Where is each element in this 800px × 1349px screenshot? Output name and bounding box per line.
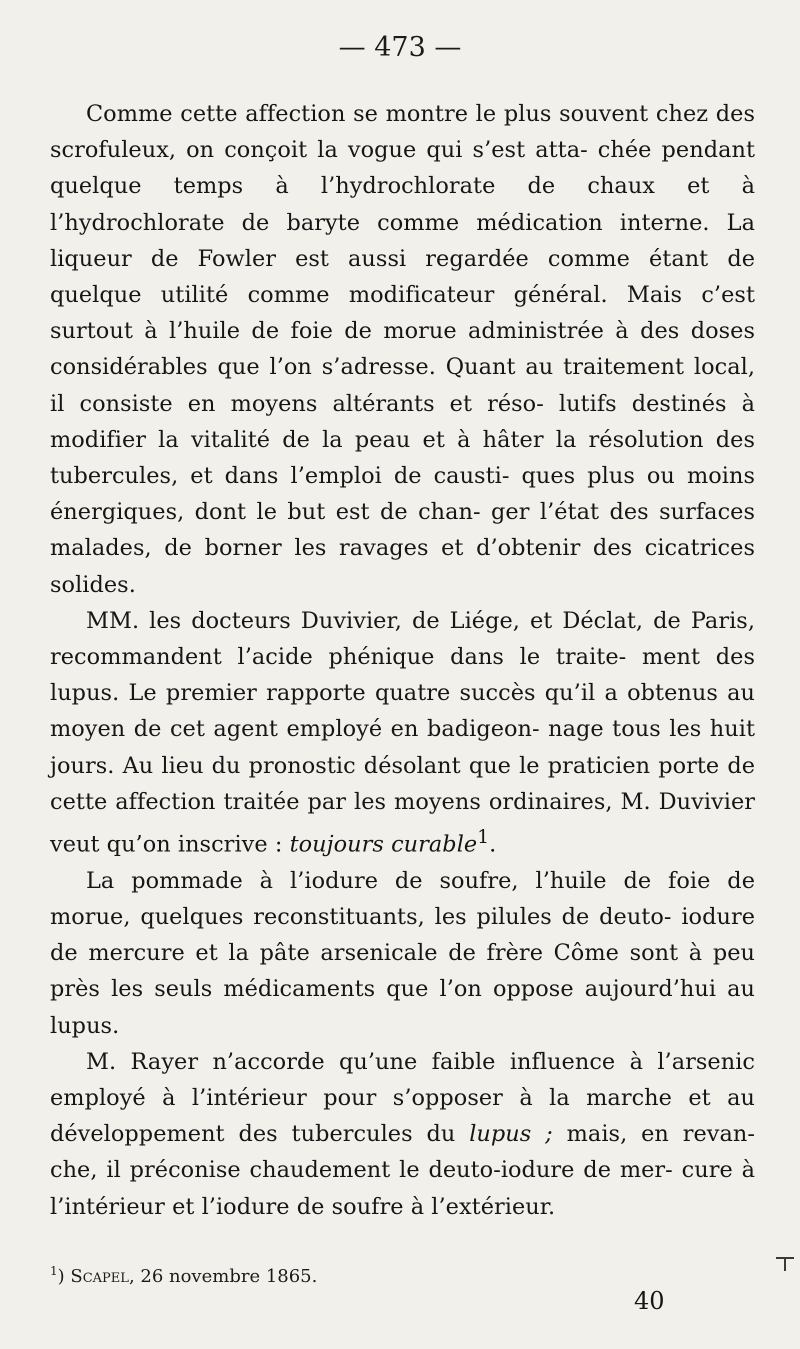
text-line: La pommade à l’iodure de soufre, l’huile de foie de: [86, 867, 755, 894]
text-line: ques plus ou moins énergiques, dont le but est de chan-: [50, 463, 755, 526]
signature-mark: 40: [634, 1287, 665, 1315]
text-line: ger l’état des surfaces malades, de borner les ravages et: [50, 499, 756, 562]
footnote-text: , 26 novembre 1865.: [128, 1266, 318, 1287]
text-line: morue, quelques reconstituants, les pilules de deuto-: [50, 903, 672, 930]
text-line: MM. les docteurs Duvivier, de Liége, et Déclat, de: [86, 607, 681, 634]
page-number-header: — 473 —: [338, 32, 462, 63]
text-line: que le praticien porte de cette affection traitée par les: [50, 752, 756, 815]
text-line: Comme cette affection se montre le plus souvent: [86, 101, 649, 127]
text-line: Paris, recommandent l’acide phénique dans le traite-: [50, 607, 755, 671]
paragraph-3: [50, 863, 755, 1044]
text-line: la résolution des tubercules, et dans l’emploi de causti-: [50, 426, 756, 490]
paragraph-4: [50, 1044, 755, 1225]
footnote: $^1$) Scapel, 26 novembre 1865.: [50, 1264, 318, 1287]
text-line: de quelque utilité comme modificateur général. Mais: [50, 245, 755, 309]
footnote-marker: 1: [50, 1264, 58, 1278]
text-line: iodure de mercure et la pâte arsenicale de frère Côme: [50, 903, 755, 967]
text-line: ment des lupus. Le premier rapporte quatre succès qu’il: [50, 644, 755, 707]
text-line: traitement local, il consiste en moyens altérants et réso-: [50, 354, 755, 417]
text-line: M. Rayer n’accorde qu’une faible influence à l’arsenic: [86, 1048, 755, 1075]
paragraph-2: [50, 603, 755, 863]
text-line: sont à peu près les seuls médicaments que l’on oppose: [50, 940, 755, 1003]
text-line: employé à l’intérieur pour s’opposer à la marche et au: [50, 1084, 755, 1111]
text-line: chée pendant quelque temps à l’hydrochlorate de chaux: [50, 137, 755, 200]
text-line: moyens ordinaires, M. Duvivier veut qu’on inscrive :: [50, 788, 755, 858]
margin-tick-mark: [776, 1257, 794, 1271]
footnote-author: Scapel: [70, 1266, 129, 1287]
text-line: aujourd’hui au lupus.: [50, 976, 755, 1039]
paragraph-1: [50, 96, 755, 603]
italic-word-lupus: lupus ;: [469, 1121, 553, 1148]
text-line: .: [489, 831, 497, 858]
text-line: c’est surtout à l’huile de foie de morue administrée à: [50, 282, 755, 345]
body-text: [50, 96, 755, 1225]
text-line: La liqueur de Fowler est aussi regardée comme étant: [50, 209, 755, 272]
text-line: a obtenus au moyen de cet agent employé en badigeon-: [50, 680, 755, 743]
footnote-reference: 1: [477, 827, 490, 849]
text-line: des doses considérables que l’on s’adresse. Quant au: [50, 318, 756, 381]
text-line: d’obtenir des cicatrices solides.: [50, 535, 755, 598]
italic-phrase: toujours curable: [289, 831, 478, 858]
text-line: lutifs destinés à modifier la vitalité de la peau et à hâter: [50, 390, 755, 453]
text-line: et à l’hydrochlorate de baryte comme médication interne.: [50, 173, 755, 236]
text-line: chez des scrofuleux, on conçoit la vogue qui s’est atta-: [50, 101, 755, 164]
text-line: cure à l’intérieur et l’iodure de soufre à l’extérieur.: [50, 1157, 755, 1220]
text-line: che, il préconise chaudement le deuto-iodure de mer-: [50, 1157, 673, 1184]
text-line: mais, en revan-: [552, 1121, 755, 1148]
text-line: développement des tubercules du: [50, 1121, 470, 1148]
text-line: nage tous les huit jours. Au lieu du pronostic désolant: [50, 716, 755, 779]
